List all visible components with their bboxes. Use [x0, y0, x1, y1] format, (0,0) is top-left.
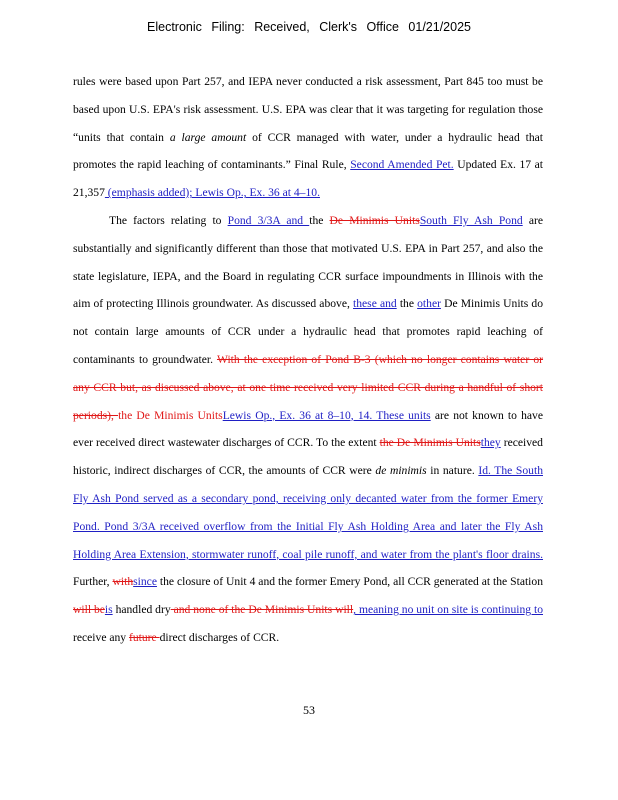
p2-d4: with	[112, 575, 134, 589]
p2-t13: direct discharges of CCR.	[159, 630, 280, 644]
p2-i6: they	[480, 436, 501, 450]
p2-d2: With the exception of Pond B-3 (which no longer contains water or any CCR but, as discussed above, at one time received very limited CCR during a handful of short periods),	[73, 352, 544, 422]
p1-insert-2: (emphasis added); Lewis Op., Ex. 36 at 4–10.	[104, 186, 320, 200]
paragraph-1	[73, 68, 543, 207]
p2-t11: handled dry	[112, 603, 171, 617]
paragraph-2	[73, 207, 543, 652]
p1-text3: Updated Ex. 17 at 21,357	[73, 158, 544, 200]
p2-t8: in nature.	[426, 464, 479, 478]
p2-italic: de minimis	[375, 464, 427, 478]
p2-t2: the	[309, 213, 330, 227]
p2-i7: Id. The South Fly Ash Pond served as a secondary pond, receiving only decanted water from the former Emery Pond. Pond 3/3A received overflow from the Initial Fly Ash Holding Area and later the Fly Ash Holding Area Extension, stormwater runoff, coal pile runoff, and water from the plant's floor drains.	[73, 464, 543, 561]
p2-i1: Pond 3/3A and	[227, 213, 310, 227]
p2-t4: the	[396, 297, 418, 311]
p2-t1: The factors relating to	[109, 213, 228, 227]
p2-i2: South Fly Ash Pond	[419, 213, 523, 227]
p1-text1: rules were based upon Part 257, and IEPA never conducted a risk assessment, Part 845 too must be based upon U.S. EPA's risk assessment. U.S. EPA was clear that it was targeting for regulation those “units that contain	[73, 75, 543, 144]
p2-t7: received historic, indirect discharges of CCR, the amounts of CCR were	[73, 436, 543, 478]
p2-t6: are not known to have ever received direct wastewater discharges of CCR. To the extent	[73, 408, 543, 450]
p1-italic: a large amount	[169, 130, 247, 144]
filing-header: Electronic Filing: Received, Clerk's Office 01/21/2025	[147, 20, 471, 34]
p1-insert-1: Second Amended Pet.	[350, 158, 454, 172]
p2-i4: other	[417, 297, 441, 311]
p1-text2: of CCR managed with water, under a hydraulic head that promotes the rapid leaching of contaminants.” Final Rule,	[73, 130, 544, 172]
p2-d5: will be	[73, 603, 105, 617]
p2-d6: and none of the De Minimis Units will	[170, 603, 354, 617]
p2-d1: De Minimis Units	[329, 213, 420, 227]
p2-d3: the De Minimis Units	[379, 436, 481, 450]
p2-i3: these and	[353, 297, 397, 311]
p2-t3: are substantially and significantly different than those that motivated U.S. EPA in Part 257, and also the state legislature, IEPA, and the Board in regulating CCR surface impoundments in Illinois with the aim of protecting Illinois groundwater. As discussed above,	[73, 213, 543, 311]
p2-i9: is	[104, 603, 113, 617]
p2-d7: future	[129, 630, 160, 644]
p2-t12: receive any	[73, 630, 129, 644]
p2-i5: Lewis Op., Ex. 36 at 8–10, 14. These units	[222, 408, 431, 422]
p2-t5: De Minimis Units do not contain large amounts of CCR under a hydraulic head that promotes rapid leaching of contaminants to groundwater.	[73, 297, 543, 366]
p2-i10: , meaning no unit on site is continuing to	[353, 603, 543, 617]
p2-i8: since	[133, 575, 157, 589]
document-body	[73, 68, 543, 652]
p2-t9: Further,	[73, 575, 113, 589]
page-number: 53	[303, 703, 315, 717]
p2-r1: the De Minimis Units	[118, 408, 223, 422]
p2-t10: the closure of Unit 4 and the former Emery Pond, all CCR generated at the Station	[156, 575, 543, 589]
